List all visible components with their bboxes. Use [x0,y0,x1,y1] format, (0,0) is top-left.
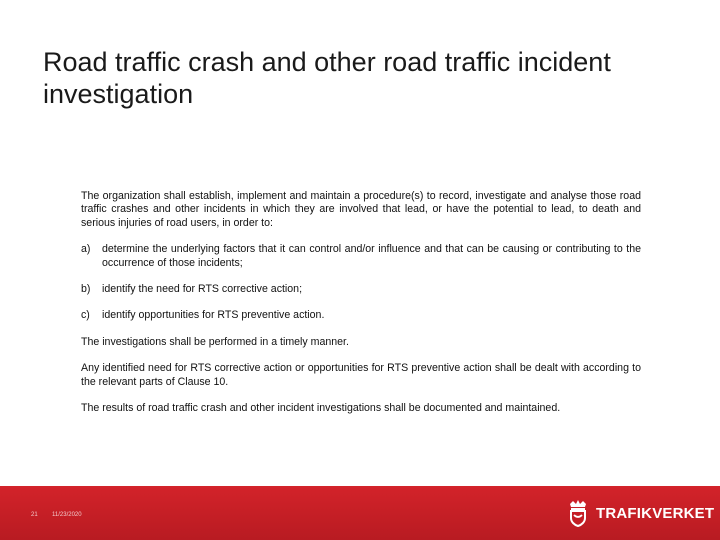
list-item-text: identify the need for RTS corrective action; [102,283,303,296]
standard-excerpt [81,190,641,428]
excerpt-paragraph-timely: The investigations shall be performed in a timely manner. [81,335,349,348]
list-item-text: determine the underlying factors that it can control and/or influence and that can be causing or contributing to the occurrence of those incidents; [102,243,641,269]
list-item-label: c) [81,309,90,322]
page-number: 21 [31,512,38,518]
slide-title: Road traffic crash and other road traffic incident investigation [43,47,611,109]
list-item-text: identify opportunities for RTS preventive action. [102,309,325,322]
excerpt-paragraph-corrective: Any identified need for RTS corrective action or opportunities for RTS preventive action shall be dealt with according to the relevant parts of Clause 10. [81,362,641,388]
excerpt-intro: The organization shall establish, implement and maintain a procedure(s) to record, investigate and analyse those road traffic crashes and other incidents in which they are involved that lead, or have the potential to lead, to death and serious injuries of road users, in order to: [81,190,641,229]
trafikverket-logo [566,498,714,528]
footer-date: 11/23/2020 [52,512,82,518]
list-item-label: b) [81,283,91,296]
list-item [81,309,641,322]
excerpt-paragraph-results: The results of road traffic crash and other incident investigations shall be documented and maintained. [81,402,561,415]
list-item-label: a) [81,243,91,256]
footer-bar [0,486,720,540]
list-item [81,283,641,296]
list-item [81,243,641,270]
logo-text: TRAFIKVERKET [596,504,715,522]
crown-shield-icon [566,499,590,527]
